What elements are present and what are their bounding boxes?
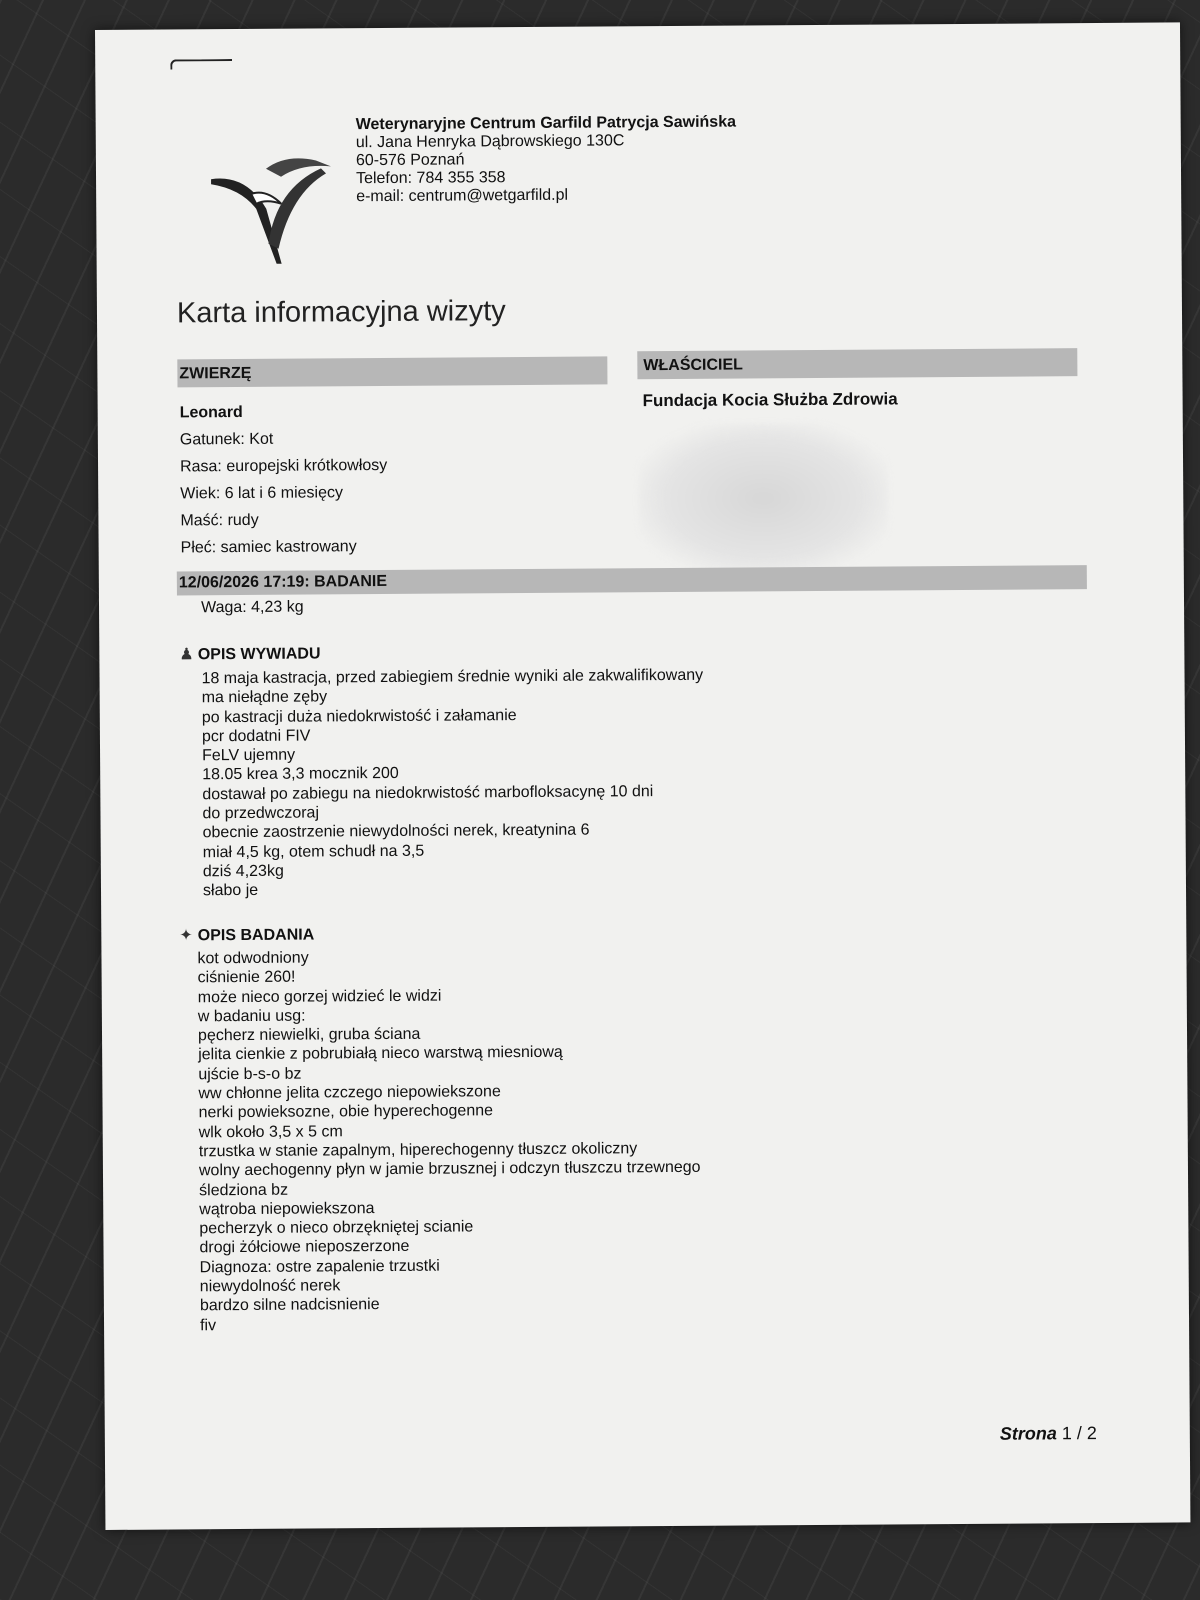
clinic-header — [356, 114, 737, 207]
exam-line: ciśnienie 260! — [197, 968, 296, 987]
exam-header — [179, 924, 314, 945]
history-line: miał 4,5 kg, otem schudł na 3,5 — [202, 842, 425, 861]
animal-species: Gatunek: Kot — [179, 430, 274, 449]
exam-line: niewydolność nerek — [199, 1277, 341, 1296]
document-page — [95, 22, 1190, 1530]
exam-line: Diagnoza: ostre zapalenie trzustki — [199, 1257, 440, 1277]
visit-header: 12/06/2026 17:19: BADANIE — [177, 565, 1087, 595]
exam-line: w badaniu usg: — [197, 1007, 306, 1026]
exam-line: kot odwodniony — [197, 949, 309, 968]
clinic-city: 60-576 Poznań — [355, 151, 465, 170]
animal-section-header: ZWIERZĘ — [177, 356, 607, 387]
exam-line: jelita cienkie z pobrubiałą nieco warstwą miesniową — [198, 1044, 563, 1064]
animal-sex: Płeć: samiec kastrowany — [180, 538, 357, 557]
animal-breed: Rasa: europejski krótkowłosy — [179, 456, 388, 476]
page-word: Strona — [999, 1423, 1057, 1444]
exam-line: fiv — [199, 1316, 217, 1334]
exam-line: ujście b-s-o bz — [198, 1065, 302, 1084]
page-title: Karta informacyjna wizyty — [176, 295, 506, 330]
clinic-logo — [206, 148, 347, 269]
exam-line: nerki powieksozne, obie hyperechogenne — [198, 1102, 494, 1122]
history-line: słabo je — [202, 882, 259, 900]
exam-line: może nieco gorzej widzieć le widzi — [197, 987, 442, 1006]
history-line: obecnie zaostrzenie niewydolności nerek, kreatynina 6 — [202, 821, 590, 842]
exam-text — [197, 946, 701, 1335]
history-text — [201, 666, 704, 901]
exam-line: pęcherz niewielki, gruba ściana — [197, 1025, 421, 1045]
clinic-phone: Telefon: 784 355 358 — [355, 169, 506, 188]
history-line: do przedwczoraj — [202, 804, 320, 823]
exam-line: trzustka w stanie zapalnym, hiperechogenny tłuszcz okoliczny — [198, 1140, 638, 1161]
history-line: 18 maja kastracja, przed zabiegiem średnie wyniki ale zakwalifikowany — [201, 666, 704, 688]
history-line: 18.05 krea 3,3 mocznik 200 — [202, 765, 399, 784]
clinic-street: ul. Jana Henryka Dąbrowskiego 130C — [355, 132, 625, 152]
clinic-email: e-mail: centrum@wetgarfild.pl — [356, 186, 569, 206]
history-line: po kastracji duża niedokrwistość i załamanie — [201, 706, 517, 726]
history-header — [179, 643, 320, 664]
exam-line: śledziona bz — [199, 1181, 289, 1199]
animal-color: Maść: rudy — [180, 511, 259, 530]
exam-line: drogi żółciowe nieposzerzone — [199, 1238, 410, 1257]
exam-line: wątroba niepowiekszona — [199, 1199, 375, 1219]
owner-section-header: WŁAŚCICIEL — [637, 348, 1077, 379]
staple-mark — [170, 59, 232, 69]
stethoscope-icon: ✦ — [179, 927, 193, 945]
animal-name: Leonard — [179, 403, 243, 422]
exam-line: wlk około 3,5 x 5 cm — [198, 1122, 343, 1141]
page-count: 1 / 2 — [1061, 1423, 1097, 1444]
clinic-name: Weterynaryjne Centrum Garfild Patrycja Sawińska — [355, 113, 737, 134]
owner-name: Fundacja Kocia Służba Zdrowia — [642, 389, 898, 411]
history-line: pcr dodatni FIV — [201, 727, 311, 746]
person-icon: ♟ — [179, 646, 194, 664]
history-line: FeLV ujemny — [202, 746, 296, 765]
exam-line: ww chłonne jelita czczego niepowiekszone — [198, 1083, 501, 1103]
exam-title: OPIS BADANIA — [197, 926, 315, 945]
animal-details — [180, 398, 388, 561]
history-line: dostawał po zabiegu na niedokrwistość marbofloksacynę 10 dni — [202, 782, 654, 804]
animal-age: Wiek: 6 lat i 6 miesięcy — [180, 484, 344, 503]
visit-weight: Waga: 4,23 kg — [200, 598, 304, 617]
exam-line: bardzo silne nadcisnienie — [199, 1296, 380, 1315]
redacted-owner-address — [638, 422, 889, 574]
history-line: ma niełądne zęby — [201, 688, 328, 707]
exam-line: wolny aechogenny płyn w jamie brzusznej i odczyn tłuszczu trzewnego — [198, 1159, 701, 1180]
history-line: dziś 4,23kg — [202, 862, 284, 881]
history-title: OPIS WYWIADU — [197, 645, 321, 664]
page-number — [1000, 1423, 1097, 1445]
exam-line: pecherzyk o nieco obrzękniętej scianie — [199, 1218, 474, 1238]
